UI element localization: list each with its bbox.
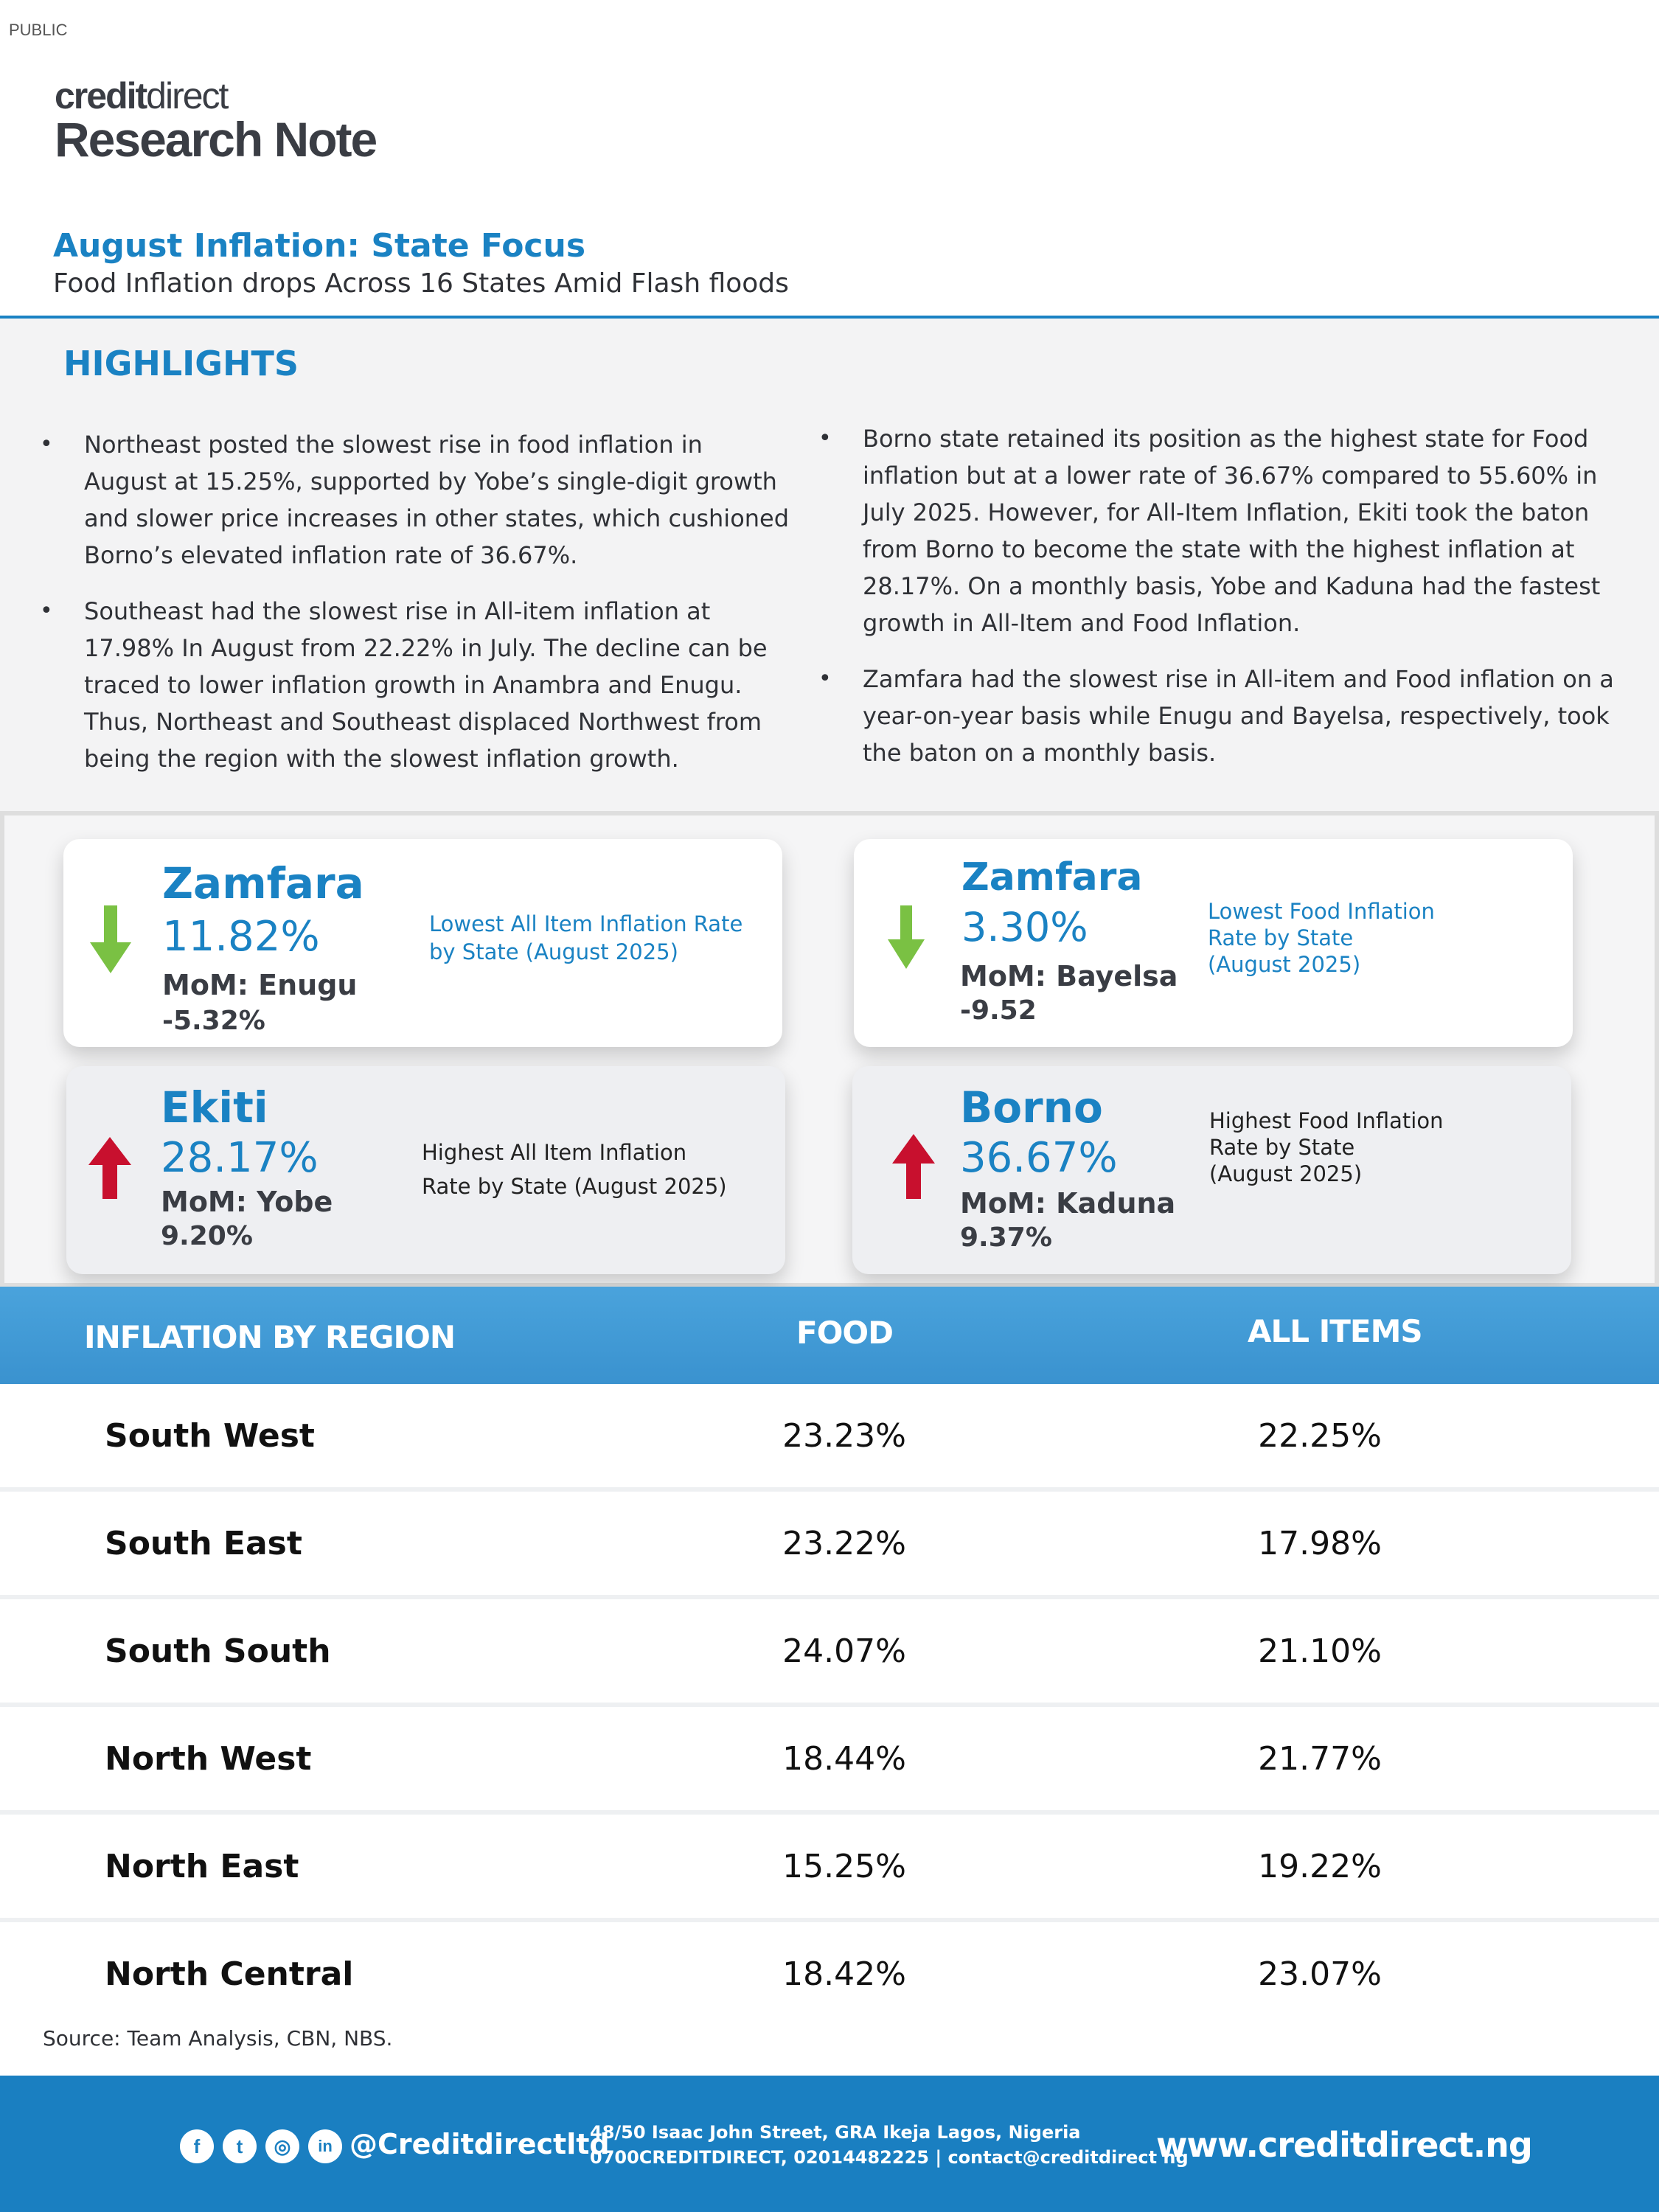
highlight-bullet	[40, 593, 792, 777]
table-row	[0, 1922, 1659, 2030]
arrow-up-icon	[892, 1134, 935, 1199]
page-title: August Inflation: State Focus	[53, 227, 586, 265]
card-highest-all-item	[66, 1066, 785, 1274]
arrow-down-icon	[888, 905, 925, 969]
food-value: 24.07%	[782, 1632, 906, 1670]
card-description-line: Rate by State (August 2025)	[422, 1174, 727, 1199]
twitter-icon[interactable]: t	[223, 2129, 257, 2163]
region-table-header	[0, 1287, 1659, 1384]
highlight-bullet	[818, 420, 1630, 641]
region-name: North East	[105, 1848, 299, 1885]
highlights-heading: HIGHLIGHTS	[63, 344, 299, 383]
card-value: 36.67%	[960, 1134, 1118, 1182]
card-mom-value: -9.52	[960, 995, 1037, 1026]
card-description-line: (August 2025)	[1209, 1161, 1363, 1186]
brand-logo	[55, 75, 377, 167]
highlight-text: Northeast posted the slowest rise in food inflation in August at 15.25%, supported by Yobe’s single-digit growth and slower price increases in other states, which cushioned Borno’s elevated inflation rate of 36.67%.	[84, 431, 790, 569]
card-mom-label: MoM: Kaduna	[960, 1187, 1176, 1220]
card-description	[422, 1135, 727, 1203]
classification-label: PUBLIC	[9, 21, 68, 39]
header-food: FOOD	[796, 1315, 893, 1351]
card-mom-value: 9.20%	[161, 1221, 253, 1251]
highlight-bullet	[818, 661, 1630, 771]
brand-direct: direct	[146, 75, 228, 116]
card-state: Zamfara	[162, 858, 364, 908]
table-row	[0, 1384, 1659, 1492]
brand-credit: credit	[55, 75, 147, 116]
website-link[interactable]: www.creditdirect.ng	[1156, 2125, 1532, 2165]
card-description-line: Rate by State	[1209, 1135, 1355, 1160]
linkedin-icon[interactable]: in	[308, 2129, 342, 2163]
bullet-icon: •	[818, 425, 832, 451]
highlights-right-column	[818, 420, 1630, 790]
card-mom-value: 9.37%	[960, 1222, 1052, 1253]
highlights-left-column	[40, 426, 792, 796]
facebook-icon[interactable]: f	[180, 2129, 214, 2163]
card-lowest-food	[854, 839, 1573, 1047]
card-description	[429, 910, 742, 966]
food-value: 23.23%	[782, 1417, 906, 1455]
card-value: 11.82%	[162, 913, 320, 961]
header-region: INFLATION BY REGION	[84, 1319, 455, 1355]
card-mom-label: MoM: Yobe	[161, 1186, 333, 1218]
card-description-line: (August 2025)	[1208, 952, 1361, 977]
card-highest-food	[852, 1066, 1571, 1274]
footer-contact: 0700CREDITDIRECT, 02014482225 | contact@creditdirect ng	[590, 2147, 1189, 2168]
table-row	[0, 1707, 1659, 1815]
bullet-icon: •	[40, 598, 53, 624]
card-mom-label: MoM: Enugu	[162, 969, 358, 1001]
card-description	[1209, 1107, 1443, 1187]
card-description-line: Lowest All Item Inflation Rate	[429, 911, 743, 936]
table-row	[0, 1599, 1659, 1707]
highlight-text: Zamfara had the slowest rise in All-item and Food inflation on a year-on-year basis while Enugu and Bayelsa, respectively, took the baton on a monthly basis.	[863, 665, 1614, 767]
card-state: Ekiti	[161, 1082, 268, 1133]
social-handle[interactable]: @Creditdirectltd	[349, 2128, 610, 2160]
brand-research-note: Research Note	[55, 112, 377, 167]
region-name: South South	[105, 1632, 331, 1670]
all-items-value: 23.07%	[1258, 1955, 1382, 1993]
page-subtitle: Food Inflation drops Across 16 States Amid Flash floods	[53, 268, 789, 299]
food-value: 23.22%	[782, 1525, 906, 1562]
bullet-icon: •	[818, 666, 832, 692]
all-items-value: 21.10%	[1258, 1632, 1382, 1670]
card-mom-value: -5.32%	[162, 1006, 265, 1036]
card-description-line: Rate by State	[1208, 925, 1354, 950]
table-row	[0, 1492, 1659, 1599]
region-name: North West	[105, 1740, 312, 1778]
highlight-text: Borno state retained its position as the highest state for Food inflation but at a lower rate of 36.67% compared to 55.60% in July 2025. However, for All-Item Inflation, Ekiti took the baton from Borno to become the state with the highest inflation at 28.17%. On a monthly basis, Yobe and Kaduna had the fastest growth in All-Item and Food Inflation.	[863, 425, 1601, 637]
region-name: South West	[105, 1417, 315, 1455]
arrow-down-icon	[90, 905, 131, 973]
region-name: South East	[105, 1525, 302, 1562]
card-description-line: Highest All Item Inflation	[422, 1140, 687, 1165]
card-lowest-all-item	[63, 839, 782, 1047]
all-items-value: 19.22%	[1258, 1848, 1382, 1885]
card-value: 3.30%	[961, 904, 1088, 950]
highlight-bullet	[40, 426, 792, 574]
all-items-value: 21.77%	[1258, 1740, 1382, 1778]
food-value: 18.42%	[782, 1955, 906, 1993]
card-state: Zamfara	[961, 855, 1143, 900]
card-state: Borno	[960, 1082, 1103, 1133]
instagram-icon[interactable]: ◎	[265, 2129, 299, 2163]
card-description-line: Lowest Food Inflation	[1208, 899, 1435, 924]
card-value: 28.17%	[161, 1134, 319, 1182]
source-note: Source: Team Analysis, CBN, NBS.	[43, 2026, 393, 2051]
highlight-text: Southeast had the slowest rise in All-item inflation at 17.98% In August from 22.22% in July. The decline can be traced to lower inflation growth in Anambra and Enugu. Thus, Northeast and Southeast displaced Northwest from being the region with the slowest inflation growth.	[84, 597, 768, 773]
table-row	[0, 1815, 1659, 1922]
arrow-up-icon	[88, 1137, 131, 1199]
card-description-line: by State (August 2025)	[429, 939, 678, 964]
region-name: North Central	[105, 1955, 354, 1993]
food-value: 15.25%	[782, 1848, 906, 1885]
all-items-value: 17.98%	[1258, 1525, 1382, 1562]
all-items-value: 22.25%	[1258, 1417, 1382, 1455]
card-description	[1208, 898, 1435, 978]
card-description-line: Highest Food Inflation	[1209, 1108, 1444, 1133]
card-mom-label: MoM: Bayelsa	[960, 960, 1178, 992]
food-value: 18.44%	[782, 1740, 906, 1778]
header-all-items: ALL ITEMS	[1248, 1313, 1422, 1349]
footer-address: 48/50 Isaac John Street, GRA Ikeja Lagos, Nigeria	[590, 2122, 1081, 2143]
bullet-icon: •	[40, 431, 53, 457]
